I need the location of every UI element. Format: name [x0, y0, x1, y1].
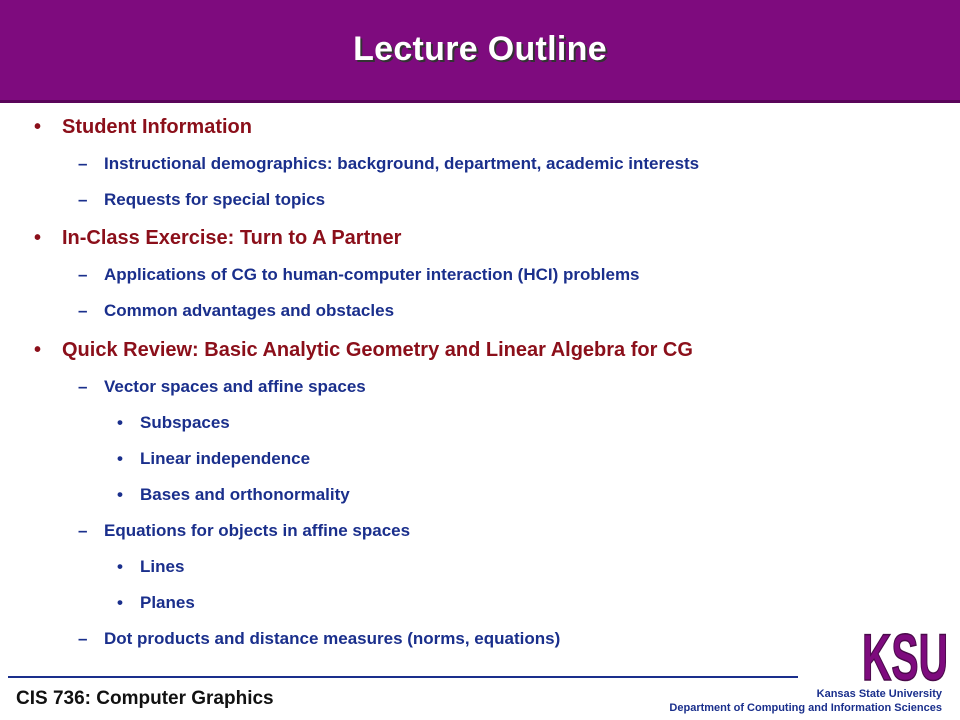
- dash-icon: –: [78, 154, 88, 173]
- dash-icon: –: [78, 521, 88, 540]
- bullet-icon: •: [117, 449, 123, 468]
- dash-icon: –: [78, 629, 88, 648]
- ksu-logo-text: KSU: [862, 620, 948, 688]
- outline-item-text: Quick Review: Basic Analytic Geometry and Linear Algebra for CG: [62, 339, 693, 361]
- outline-item-text: Equations for objects in affine spaces: [104, 521, 411, 540]
- outline-item-text: Student Information: [62, 116, 252, 138]
- outline-item-text: In-Class Exercise: Turn to A Partner: [62, 227, 402, 249]
- outline-item-text: Bases and orthonormality: [140, 485, 350, 504]
- dash-icon: –: [78, 190, 88, 209]
- outline-item-text: Subspaces: [140, 413, 230, 432]
- outline-item-text: Applications of CG to human-computer interaction (HCI) problems: [104, 265, 640, 284]
- bullet-icon: •: [117, 413, 123, 432]
- outline-item-text: Dot products and distance measures (norms, equations): [104, 629, 561, 648]
- dash-icon: –: [78, 301, 88, 320]
- outline-item-text: Vector spaces and affine spaces: [104, 377, 366, 396]
- dash-icon: –: [78, 265, 88, 284]
- course-name: CIS 736: Computer Graphics: [16, 688, 274, 709]
- bullet-icon: •: [34, 227, 42, 249]
- university-name: Kansas State University: [816, 688, 942, 700]
- footer-divider: [8, 676, 798, 678]
- department-name: Department of Computing and Information Sciences: [669, 702, 942, 714]
- bullet-icon: •: [117, 485, 123, 504]
- outline-item-text: Common advantages and obstacles: [104, 301, 395, 320]
- dash-icon: –: [78, 377, 88, 396]
- outline-item-text: Requests for special topics: [104, 190, 326, 209]
- outline-item-text: Instructional demographics: background, department, academic interests: [104, 154, 700, 173]
- bullet-icon: •: [117, 557, 123, 576]
- outline-item-text: Linear independence: [140, 449, 311, 468]
- bullet-icon: •: [34, 339, 42, 361]
- ksu-logo-icon: [860, 620, 950, 688]
- slide-title: Lecture Outline: [353, 30, 607, 68]
- bullet-icon: •: [34, 116, 42, 138]
- outline-item-text: Lines: [140, 557, 185, 576]
- outline-item-text: Planes: [140, 593, 195, 612]
- bullet-icon: •: [117, 593, 123, 612]
